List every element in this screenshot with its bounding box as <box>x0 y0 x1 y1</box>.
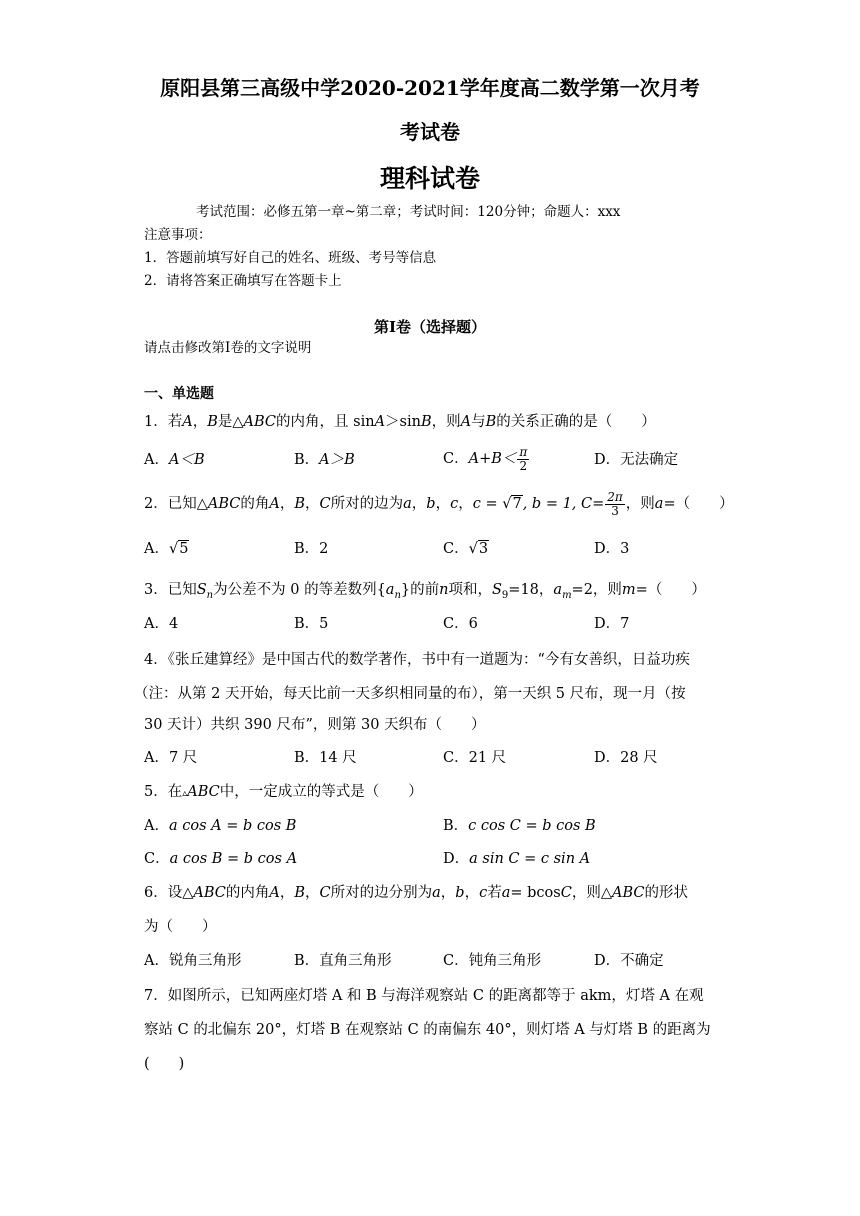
section1-title: 一、单选题 <box>144 386 214 402</box>
note-1: 1．答题前填写好自己的姓名、班级、考号等信息 <box>144 250 437 266</box>
part1-desc: 请点击修改第I卷的文字说明 <box>144 340 312 356</box>
q2-option-d: D．3 <box>594 541 630 557</box>
q6-line-2: 为（ ） <box>144 919 217 935</box>
q1-option-b: B．A＞B <box>294 452 355 468</box>
q4-option-d: D．28 尺 <box>594 750 658 766</box>
q1-option-d: D．无法确定 <box>594 452 679 468</box>
q4-line-3: 30 天计）共织 390 尺布”，则第 30 天织布（ ） <box>144 717 486 733</box>
q6-option-b: B．直角三角形 <box>294 953 392 969</box>
q5-option-c: C．a cos B = b cos A <box>144 851 298 867</box>
q3-stem: 3．已知$S_n$为公差不为 0 的等差数列$\{a_n\}$的前n项和，$S_9=18$，$a_m=2$，则m=（ ） <box>144 582 706 601</box>
q5-option-a: A．a cos A = b cos B <box>144 818 297 834</box>
q2-option-a: A．√5 <box>144 541 189 557</box>
q1-option-a: A．A＜B <box>144 452 205 468</box>
q2-option-c: C．√3 <box>443 541 489 557</box>
q3-option-a: A．4 <box>144 616 179 632</box>
q4-option-b: B．14 尺 <box>294 750 357 766</box>
q6-option-c: C．钝角三角形 <box>443 953 542 969</box>
exam-info: 考试范围：必修五第一章~第二章；考试时间：120分钟；命题人：xxx <box>196 204 621 220</box>
q2-option-b: B．2 <box>294 541 329 557</box>
q6-option-d: D．不确定 <box>594 953 664 969</box>
q3-option-b: B．5 <box>294 616 329 632</box>
q2-stem: 2．已知△ABC的角A，B，C所对的边为a，b，c，c = √7, b = 1, C= $\frac{2\pi}{3}$ ，则a=（ ） <box>144 489 734 518</box>
q7-line-1: 7．如图所示，已知两座灯塔 A 和 B 与海洋观察站 C 的距离都等于 akm，灯塔 A 在观 <box>144 988 704 1004</box>
q3-option-c: C．6 <box>443 616 478 632</box>
q5-option-d: D．a sin C = c sin A <box>443 851 591 867</box>
note-2: 2．请将答案正确填写在答题卡上 <box>144 273 342 289</box>
q1-stem: 1．若A，B是△ABC的内角，且 sinA＞sinB，则A与B的关系正确的是（ ） <box>144 414 656 430</box>
q6-line-1: 6．设△ABC的内角A，B，C所对的边分别为a，b，c若a= bcosC，则△ABC的形状 <box>144 885 688 901</box>
notes-label: 注意事项： <box>144 227 212 243</box>
q4-option-c: C．21 尺 <box>443 750 507 766</box>
q5-option-b: B．c cos C = b cos B <box>443 818 596 834</box>
q3-option-d: D．7 <box>594 616 630 632</box>
q7-line-3: ( ) <box>144 1056 185 1072</box>
exam-title-line2: 考试卷 <box>400 120 460 144</box>
q4-option-a: A．7 尺 <box>144 750 198 766</box>
q1-option-c: C．A+B＜ $\frac{\pi}{2}$ <box>443 444 528 473</box>
q6-option-a: A．锐角三角形 <box>144 953 242 969</box>
q5-stem: 5．在▵ABC中，一定成立的等式是（ ） <box>144 784 423 800</box>
exam-subtitle: 理科试卷 <box>379 164 480 193</box>
q7-line-2: 察站 C 的北偏东 20°，灯塔 B 在观察站 C 的南偏东 40°，则灯塔 A 与灯塔 B 的距离为 <box>144 1022 711 1038</box>
q4-line-1: 4．《张丘建算经》是中国古代的数学著作，书中有一道题为：“今有女善织，日益功疾 <box>144 652 690 668</box>
exam-title-line1: 原阳县第三高级中学2020-2021学年度高二数学第一次月考 <box>160 76 700 100</box>
q4-line-2: （注：从第 2 天开始，每天比前一天多织相同量的布），第一天织 5 尺布，现一月（按 <box>134 686 686 702</box>
part1-title: 第I卷（选择题） <box>373 318 487 336</box>
